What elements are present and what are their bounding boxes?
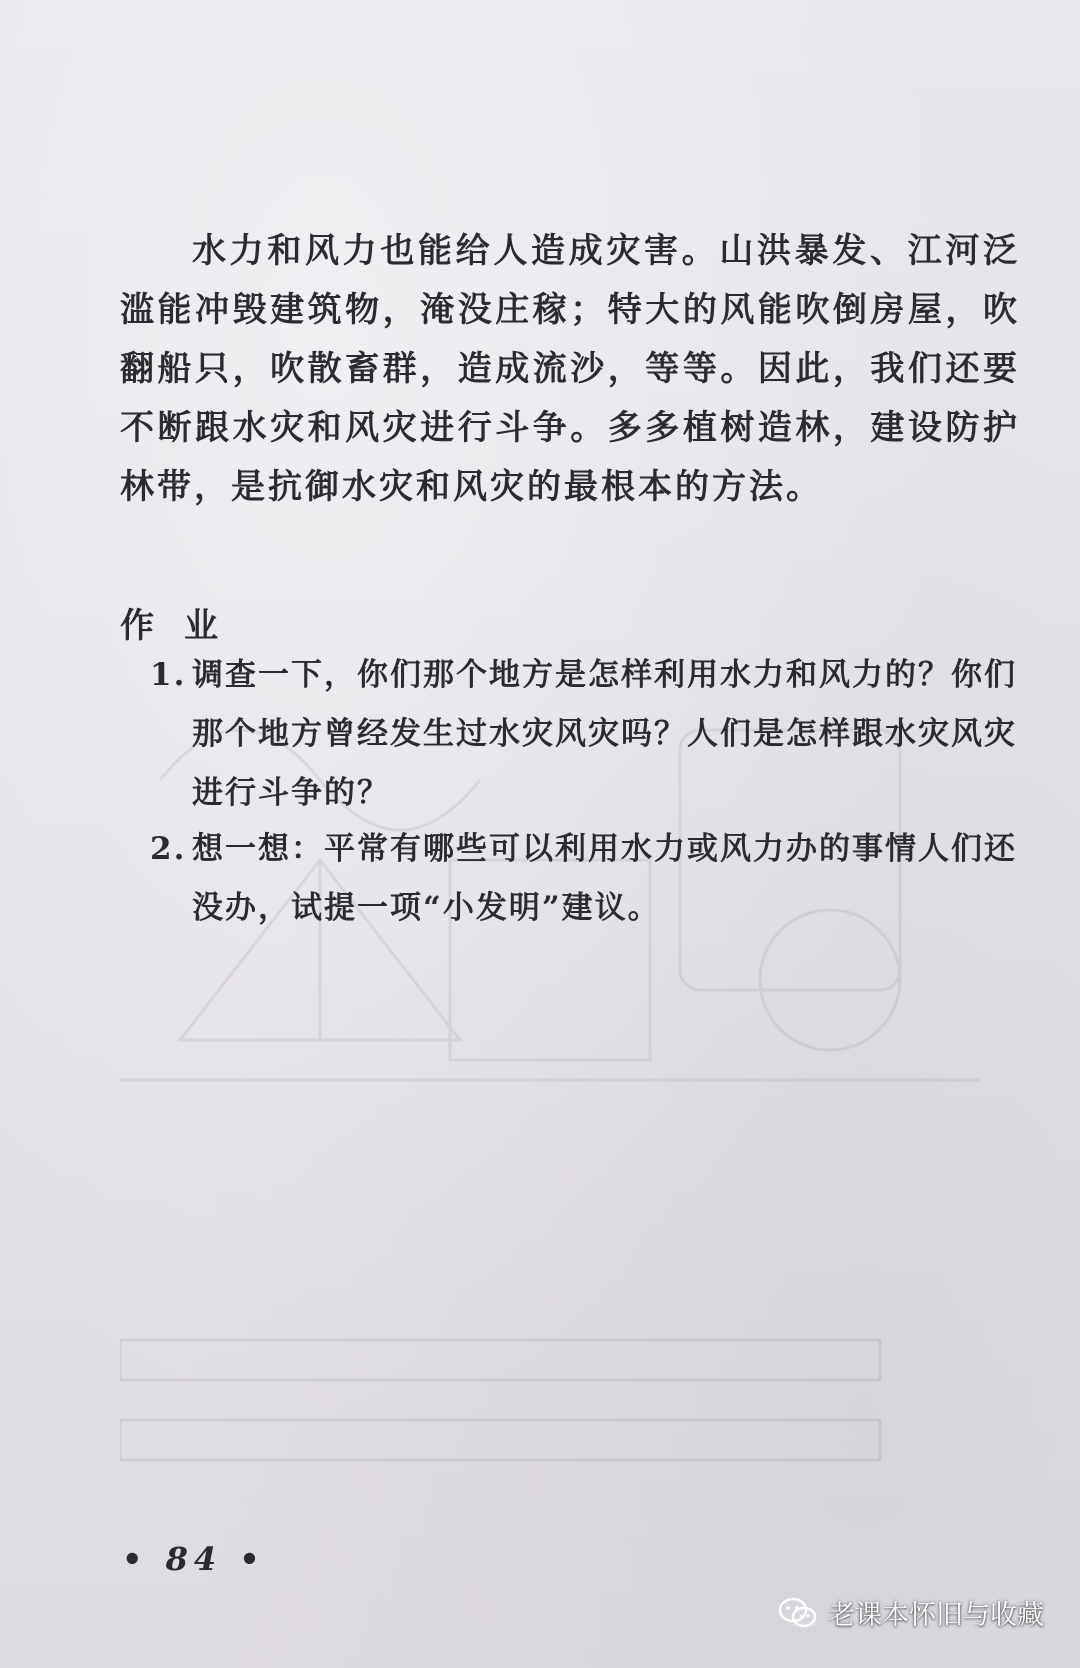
main-paragraph: 水力和风力也能给人造成灾害。山洪暴发、江河泛滥能冲毁建筑物，淹没庄稼；特大的风能吹倒房屋，吹翻船只，吹散畜群，造成流沙，等等。因此，我们还要不断跟水灾和风灾进行斗争。多多植树造林，建设防护林带，是抗御水灾和风灾的最根本的方法。 bbox=[120, 231, 1020, 507]
homework-item-number: 2. bbox=[150, 831, 187, 867]
wechat-icon bbox=[778, 1596, 818, 1630]
homework-item-text: 调查一下，你们那个地方是怎样利用水力和风力的？你们那个地方曾经发生过水灾风灾吗？人们是怎样跟水灾风灾进行斗争的？ bbox=[192, 657, 1017, 811]
homework-item-number: 1. bbox=[150, 657, 187, 693]
homework-item-text: 想一想：平常有哪些可以利用水力或风力办的事情人们还没办，试提一项“小发明”建议。 bbox=[192, 831, 1017, 926]
homework-title: 作业 bbox=[120, 606, 248, 646]
watermark-text: 老课本怀旧与收藏 bbox=[828, 1600, 1044, 1631]
watermark bbox=[778, 1593, 1044, 1632]
homework-item bbox=[150, 646, 1020, 823]
homework-item bbox=[150, 820, 1020, 938]
page-number: • 84 • bbox=[122, 1540, 266, 1578]
